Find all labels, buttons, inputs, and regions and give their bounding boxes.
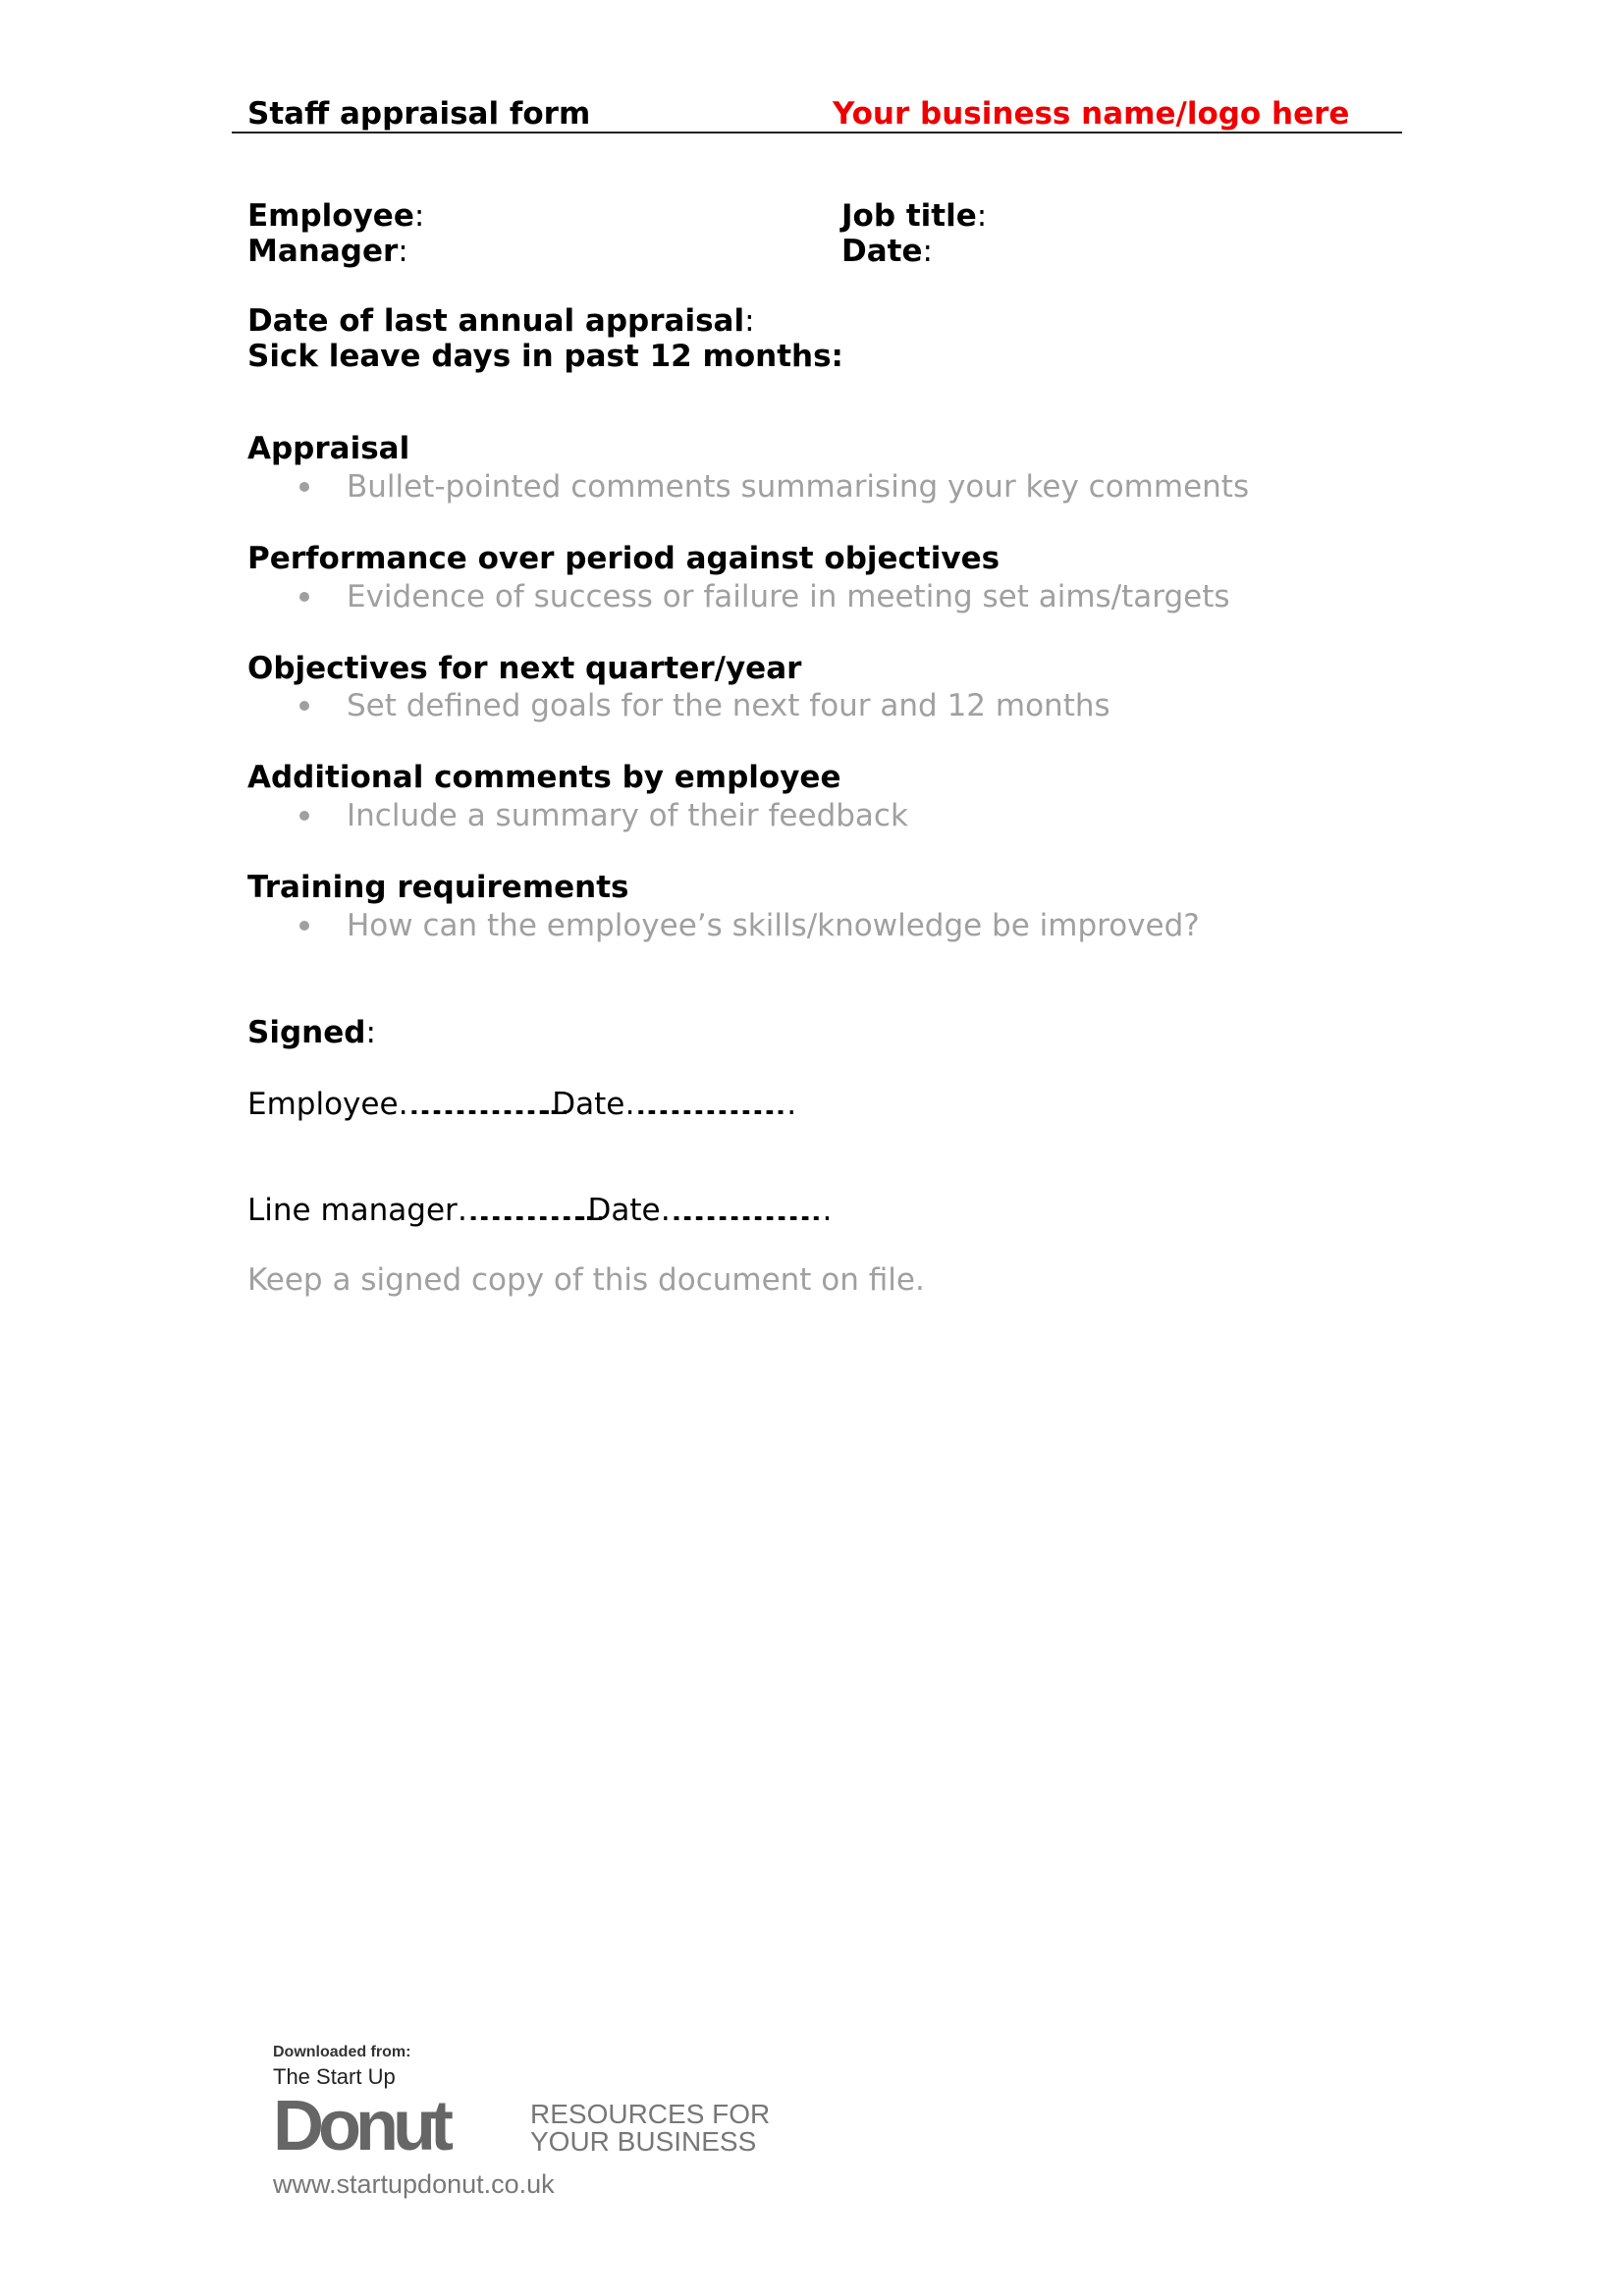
section-bullet-performance: Evidence of success or failure in meeting set aims/targets — [347, 579, 1230, 614]
logo-brand-top: The Start Up — [273, 2064, 396, 2089]
manager-signature-row — [247, 1193, 833, 1228]
section-heading-performance: Performance over period against objectives — [247, 541, 1001, 576]
startup-donut-logo — [273, 2044, 784, 2211]
section-heading-objectives: Objectives for next quarter/year — [247, 651, 802, 686]
colon: : — [365, 1015, 376, 1050]
logo-downloaded-text: Downloaded from: — [273, 2044, 411, 2060]
colon: : — [976, 198, 988, 234]
logo-tagline-1: RESOURCES FOR — [530, 2099, 771, 2129]
file-note: Keep a signed copy of this document on file. — [247, 1262, 925, 1298]
section-bullet-training: How can the employee’s skills/knowledge be improved? — [347, 908, 1200, 943]
section-bullet-appraisal: Bullet-pointed comments summarising your key comments — [347, 469, 1250, 505]
manager-field — [247, 234, 408, 269]
section-heading-additional-comments: Additional comments by employee — [247, 760, 841, 795]
bullet-icon — [299, 811, 309, 821]
logo-tagline-2: YOUR BUSINESS — [530, 2126, 757, 2157]
logo-url: www.startupdonut.co.uk — [273, 2169, 555, 2199]
colon: : — [413, 198, 425, 234]
logo-tagline — [530, 2101, 770, 2156]
form-title: Staff appraisal form — [247, 96, 591, 132]
colon: : — [922, 234, 933, 269]
bullet-icon — [299, 482, 309, 492]
last-appraisal-field — [247, 303, 755, 339]
section-heading-training: Training requirements — [247, 870, 629, 905]
last-appraisal-label: Date of last annual appraisal — [247, 303, 745, 339]
signed-heading — [247, 1015, 376, 1050]
manager-label: Manager — [247, 234, 399, 269]
bullet-icon — [299, 701, 309, 711]
manager-signature-line — [247, 1193, 588, 1228]
signature-dotted-line: ………………………………… — [660, 1193, 814, 1228]
sick-leave-label: Sick leave days in past 12 months: — [247, 339, 843, 374]
employee-signature-date — [552, 1087, 796, 1122]
header-divider — [232, 132, 1402, 133]
signature-dotted-line: ………………………………….. — [398, 1087, 534, 1122]
employee-signature-line — [247, 1087, 552, 1122]
colon: : — [398, 234, 408, 269]
section-heading-appraisal: Appraisal — [247, 431, 410, 466]
bullet-icon — [299, 921, 309, 931]
signed-label: Signed — [247, 1015, 366, 1050]
logo-brand: Donut — [273, 2087, 448, 2165]
section-bullet-additional-comments: Include a summary of their feedback — [347, 798, 908, 833]
bullet-icon — [299, 592, 309, 602]
employee-label: Employee — [247, 198, 414, 234]
manager-signature-date — [588, 1193, 833, 1228]
employee-field — [247, 198, 424, 234]
employee-signature-row — [247, 1087, 796, 1122]
signature-dotted-line: …………………………….. — [457, 1193, 569, 1228]
job-title-label: Job title — [841, 198, 977, 234]
date-label: Date — [841, 234, 923, 269]
signature-label: Date — [552, 1087, 625, 1122]
business-name-placeholder: Your business name/logo here — [833, 96, 1350, 132]
date-field — [841, 234, 933, 269]
signature-label: Line manager — [247, 1193, 458, 1228]
colon: : — [744, 303, 755, 339]
section-bullet-objectives: Set defined goals for the next four and 12 months — [347, 688, 1110, 723]
job-title-field — [841, 198, 987, 234]
signature-label: Employee — [247, 1087, 399, 1122]
signature-label: Date — [587, 1193, 661, 1228]
signature-dotted-line: ………………………………… — [624, 1087, 779, 1122]
